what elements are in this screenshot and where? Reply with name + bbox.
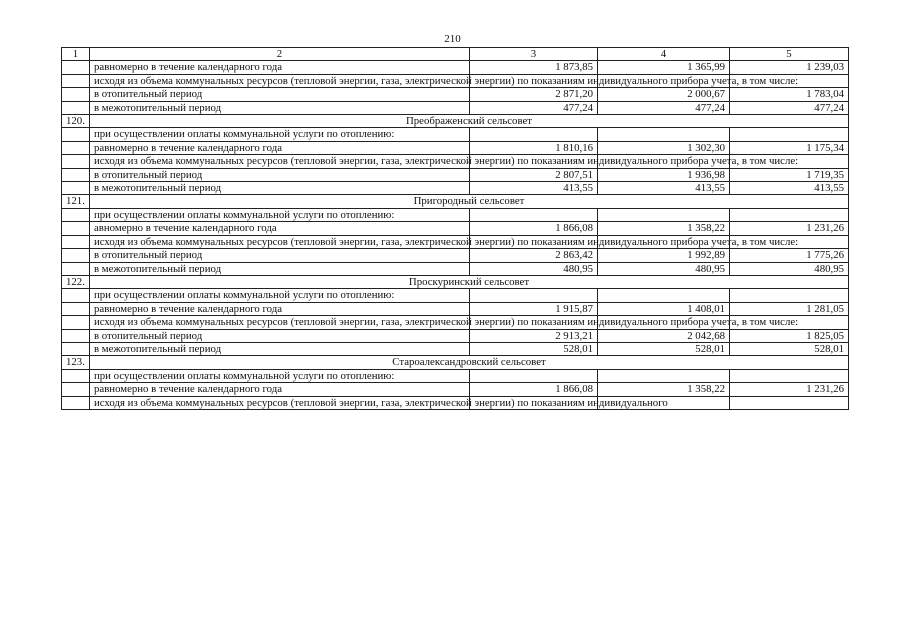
tariff-row — [62, 222, 849, 235]
tariff-row — [62, 383, 849, 396]
value-cell: 1 281,05 — [730, 302, 849, 315]
tariff-row — [62, 182, 849, 195]
method-description-row — [62, 74, 849, 87]
number-cell — [62, 249, 90, 262]
tariff-row — [62, 168, 849, 181]
value-cell: 528,01 — [598, 342, 730, 355]
value-cell — [730, 396, 849, 409]
method-description-row — [62, 155, 849, 168]
region-name: Проскуринский сельсовет — [90, 275, 849, 288]
region-number: 122. — [62, 275, 90, 288]
row-label: в отопительный период — [90, 249, 470, 262]
value-cell — [598, 289, 730, 302]
column-number: 1 — [62, 48, 90, 61]
value-cell: 1 365,99 — [598, 61, 730, 74]
row-label: равномерно в течение календарного года — [90, 383, 470, 396]
number-cell — [62, 155, 90, 168]
tariff-row — [62, 302, 849, 315]
number-cell — [62, 88, 90, 101]
region-header-row — [62, 115, 849, 128]
tariff-row — [62, 262, 849, 275]
method-description-row — [62, 396, 849, 409]
value-cell: 2 871,20 — [470, 88, 598, 101]
page-number: 210 — [444, 33, 461, 45]
value-cell — [470, 369, 598, 382]
number-cell — [62, 383, 90, 396]
row-label: исходя из объема коммунальных ресурсов (тепловой энергии, газа, электрической энергии) по показаниям индивидуального — [90, 396, 470, 409]
value-cell: 1 783,04 — [730, 88, 849, 101]
value-cell — [730, 369, 849, 382]
value-cell: 1 358,22 — [598, 222, 730, 235]
value-cell: 2 042,68 — [598, 329, 730, 342]
method-description-row — [62, 235, 849, 248]
value-cell — [470, 289, 598, 302]
region-name: Преображенский сельсовет — [90, 115, 849, 128]
row-label: в межотопительный период — [90, 262, 470, 275]
number-cell — [62, 168, 90, 181]
row-label: в межотопительный период — [90, 342, 470, 355]
region-header-row — [62, 275, 849, 288]
region-number: 120. — [62, 115, 90, 128]
value-cell: 1 231,26 — [730, 383, 849, 396]
number-cell — [62, 302, 90, 315]
row-label: исходя из объема коммунальных ресурсов (тепловой энергии, газа, электрической энергии) по показаниям индивидуального прибора учета, в том числе: — [90, 235, 470, 248]
value-cell: 1 936,98 — [598, 168, 730, 181]
number-cell — [62, 329, 90, 342]
value-cell — [470, 208, 598, 221]
number-cell — [62, 128, 90, 141]
tariff-row — [62, 342, 849, 355]
value-cell: 480,95 — [730, 262, 849, 275]
number-cell — [62, 396, 90, 409]
row-label: при осуществлении оплаты коммунальной услуги по отоплению: — [90, 289, 470, 302]
subheading-row — [62, 289, 849, 302]
value-cell: 413,55 — [598, 182, 730, 195]
region-number: 123. — [62, 356, 90, 369]
tariff-row — [62, 61, 849, 74]
row-label: в отопительный период — [90, 329, 470, 342]
value-cell: 1 358,22 — [598, 383, 730, 396]
number-cell — [62, 235, 90, 248]
row-label: в отопительный период — [90, 168, 470, 181]
row-label: в отопительный период — [90, 88, 470, 101]
value-cell: 1 992,89 — [598, 249, 730, 262]
row-label: исходя из объема коммунальных ресурсов (тепловой энергии, газа, электрической энергии) по показаниям индивидуального прибора учета, в том числе: — [90, 316, 470, 329]
value-cell: 1 810,16 — [470, 141, 598, 154]
row-label: при осуществлении оплаты коммунальной услуги по отоплению: — [90, 369, 470, 382]
value-cell: 413,55 — [470, 182, 598, 195]
value-cell: 1 175,34 — [730, 141, 849, 154]
number-cell — [62, 182, 90, 195]
value-cell: 1 873,85 — [470, 61, 598, 74]
number-cell — [62, 74, 90, 87]
row-label: авномерно в течение календарного года — [90, 222, 470, 235]
row-label: исходя из объема коммунальных ресурсов (тепловой энергии, газа, электрической энергии) по показаниям индивидуального прибора учета, в том числе: — [90, 74, 470, 87]
value-cell: 528,01 — [730, 342, 849, 355]
number-cell — [62, 222, 90, 235]
value-cell: 413,55 — [730, 182, 849, 195]
value-cell: 1 239,03 — [730, 61, 849, 74]
tariff-row — [62, 249, 849, 262]
value-cell: 1 825,05 — [730, 329, 849, 342]
row-label: равномерно в течение календарного года — [90, 141, 470, 154]
value-cell — [730, 289, 849, 302]
number-cell — [62, 316, 90, 329]
value-cell: 477,24 — [730, 101, 849, 114]
value-cell — [730, 208, 849, 221]
number-cell — [62, 369, 90, 382]
value-cell — [470, 128, 598, 141]
value-cell: 1 775,26 — [730, 249, 849, 262]
value-cell: 1 866,08 — [470, 222, 598, 235]
number-cell — [62, 101, 90, 114]
tariff-row — [62, 329, 849, 342]
value-cell: 1 915,87 — [470, 302, 598, 315]
row-label: в межотопительный период — [90, 101, 470, 114]
tariff-table — [61, 47, 849, 410]
subheading-row — [62, 208, 849, 221]
row-label: в межотопительный период — [90, 182, 470, 195]
value-cell: 1 231,26 — [730, 222, 849, 235]
value-cell: 480,95 — [470, 262, 598, 275]
value-cell: 2 000,67 — [598, 88, 730, 101]
region-header-row — [62, 195, 849, 208]
value-cell: 2 807,51 — [470, 168, 598, 181]
column-number: 3 — [470, 48, 598, 61]
row-label: при осуществлении оплаты коммунальной услуги по отоплению: — [90, 128, 470, 141]
value-cell: 480,95 — [598, 262, 730, 275]
region-name: Пригородный сельсовет — [90, 195, 849, 208]
value-cell — [598, 208, 730, 221]
tariff-row — [62, 141, 849, 154]
value-cell: 1 719,35 — [730, 168, 849, 181]
value-cell: 1 408,01 — [598, 302, 730, 315]
value-cell — [598, 128, 730, 141]
subheading-row — [62, 128, 849, 141]
value-cell: 528,01 — [470, 342, 598, 355]
value-cell: 2 863,42 — [470, 249, 598, 262]
region-number: 121. — [62, 195, 90, 208]
number-cell — [62, 342, 90, 355]
value-cell: 477,24 — [598, 101, 730, 114]
value-cell: 477,24 — [470, 101, 598, 114]
column-number: 2 — [90, 48, 470, 61]
subheading-row — [62, 369, 849, 382]
region-name: Староалександровский сельсовет — [90, 356, 849, 369]
tariff-row — [62, 88, 849, 101]
number-cell — [62, 141, 90, 154]
tariff-row — [62, 101, 849, 114]
value-cell: 2 913,21 — [470, 329, 598, 342]
row-label: равномерно в течение календарного года — [90, 61, 470, 74]
method-description-row — [62, 316, 849, 329]
value-cell: 1 302,30 — [598, 141, 730, 154]
number-cell — [62, 61, 90, 74]
value-cell — [598, 369, 730, 382]
value-cell: 1 866,08 — [470, 383, 598, 396]
column-number: 5 — [730, 48, 849, 61]
row-label: исходя из объема коммунальных ресурсов (тепловой энергии, газа, электрической энергии) по показаниям индивидуального прибора учета, в том числе: — [90, 155, 470, 168]
number-cell — [62, 208, 90, 221]
column-number: 4 — [598, 48, 730, 61]
value-cell — [730, 128, 849, 141]
row-label: при осуществлении оплаты коммунальной услуги по отоплению: — [90, 208, 470, 221]
row-label: равномерно в течение календарного года — [90, 302, 470, 315]
number-cell — [62, 289, 90, 302]
number-cell — [62, 262, 90, 275]
region-header-row — [62, 356, 849, 369]
column-number-row — [62, 48, 849, 61]
